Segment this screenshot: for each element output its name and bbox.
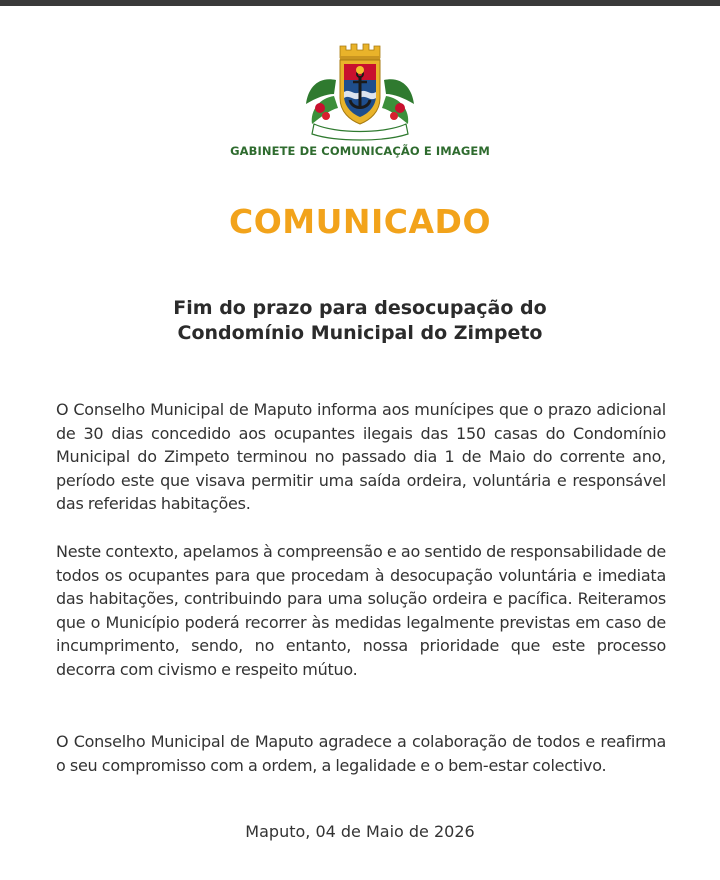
release-headline [60, 296, 660, 346]
headline-line-1: Fim do prazo para desocupação do [173, 297, 547, 319]
press-release-page [0, 6, 720, 880]
place-and-date: Maputo, 04 de Maio de 2026 [245, 822, 475, 841]
office-name: GABINETE DE COMUNICAÇÃO E IMAGEM [230, 144, 490, 158]
municipal-coat-of-arms-icon [296, 36, 424, 144]
document-type-title: COMUNICADO [228, 202, 491, 241]
headline-line-2: Condomínio Municipal do Zimpeto [177, 322, 543, 344]
body-paragraph-1: O Conselho Municipal de Maputo informa aos munícipes que o prazo adicional de 30 dias concedido aos ocupantes ilegais das 150 casas do Condomínio Municipal do Zimpeto terminou no passado dia 1 de Maio do corrente ano, período este que visava permitir uma saída ordeira, voluntária e responsável das referidas habitações. [56, 400, 666, 514]
body-paragraph-2: Neste contexto, apelamos à compreensão e ao sentido de responsabilidade de todos os ocupantes para que procedam à desocupação voluntária e imediata das habitações, contribuindo para uma solução ordeira e pacífica. Reiteramos que o Município poderá recorrer às medidas legalmente previstas em caso de incumprimento, sendo, no entanto, nossa prioridade que este processo decorra com civismo e respeito mútuo. [56, 542, 666, 679]
body-paragraph-3: O Conselho Municipal de Maputo agradece a colaboração de todos e reafirma o seu compromisso com a ordem, a legalidade e o bem-estar colectivo. [56, 732, 666, 775]
